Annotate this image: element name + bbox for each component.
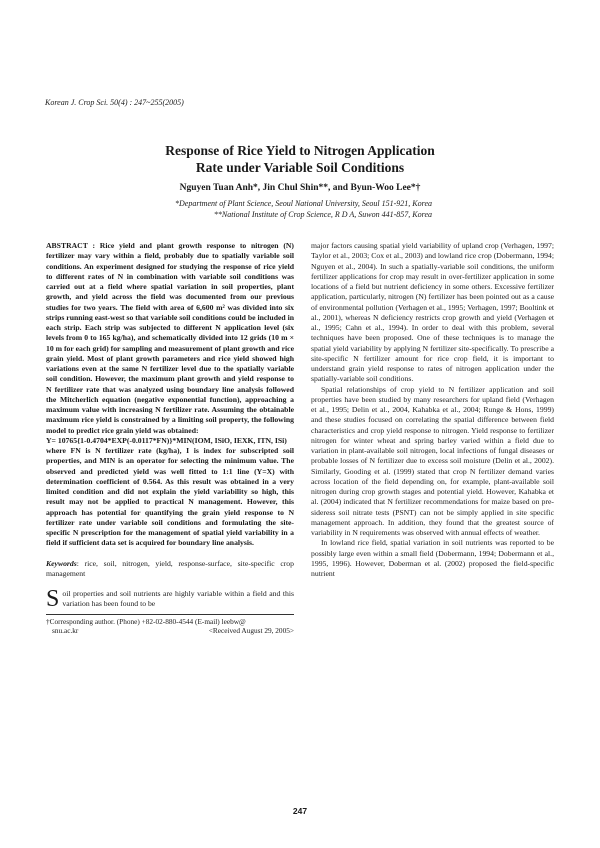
abstract [46, 241, 294, 549]
footnote-rule [46, 614, 294, 615]
left-column [46, 241, 294, 636]
abstract-heading: ABSTRACT : [46, 241, 96, 250]
keywords [46, 559, 294, 580]
footnote-line-2 [46, 626, 294, 636]
right-column [311, 241, 554, 579]
footnote-corresponding-author: †Corresponding author. (Phone) +82-02-880-4544 (E-mail) leebw@ [46, 616, 246, 626]
abstract-text-2: where FN is N fertilizer rate (kg/ha), I is index for subscripted soil properties, and MIN is an operator for selecting the minimum value. The observed and predicted yield was well fitted to 1:1 line (Y=X) with determination coefficient of 0.564. As this result was obtained in a very limited condition and did not explain the yield variability so high, this result may not be applied to practical N management. However, this approach has potential for quantifying the grain yield response to N fertilizer rate under variable soil conditions and formulating the site-specific N prescription for the management of spatial yield variability in a field if sufficient data set is acquired for boundary line analysis. [46, 446, 294, 548]
paragraph-1: major factors causing spatial yield variability of upland crop (Verhagen, 1997; Taylor et al., 2003; Cox et al., 2003) and lowland rice crop (Dobermann, 1994; Nguyen et al., 2004). In such a spatially-variable soil conditions, the uniform fertilizer applications for crop may result in over-fertilizer application in some locations of a field but nutrient deficiency in some others. Excessive fertilizer application, particularly, nitrogen (N) fertilizer has been pointed out as a cause of environmental pollution (Verhagen et al., 1995; Verhagen, 1997; Booltink et al., 2001), whereas N deficiency restricts crop growth and yield (Verhagen et al., 1995; Cahn et al., 1994). In order to deal with this problem, several techniques have been proposed. One of these techniques is to manage the spatial yield variability by applying N fertilizer site-specifically. To prescribe a site-specific N fertilizer amount for rice crop field, it is important to understand grain yield response to rates of nitrogen application under the spatially-variable soil conditions. [311, 241, 554, 384]
page-number: 247 [292, 806, 308, 816]
intro-text: oil properties and soil nutrients are highly variable within a field and this variation has been found to be [62, 589, 294, 609]
keywords-heading: Keywords [46, 558, 77, 568]
received-date: <Received August 29, 2005> [208, 626, 294, 635]
yield-formula: Y= 10765{1-0.4704*EXP(-0.0117*FN)}*MIN(IOM, ISiO, IEXK, ITN, ISi) [46, 435, 287, 445]
article-title [60, 142, 540, 176]
paragraph-3: In lowland rice field, spatial variation in soil nutrients was reported to be possibly large even within a small field (Dobermann, 1994; Dobermann et al., 1995, 1996). However, Doberman et al. (2002) proposed the field-specific nutrient [311, 538, 554, 578]
author-list: Nguyen Tuan Anh*, Jin Chul Shin**, and Byun-Woo Lee*† [179, 183, 421, 193]
introduction-start [46, 586, 294, 612]
footnote-email-domain: snu.ac.kr [52, 626, 79, 635]
affiliation-2: **National Institute of Crop Science, R D A, Suwon 441-857, Korea [213, 210, 432, 219]
journal-citation: Korean J. Crop Sci. 50(4) : 247~255(2005) [45, 98, 184, 107]
title-line-2: Rate under Variable Soil Conditions [195, 160, 405, 175]
paragraph-2: Spatial relationships of crop yield to N fertilizer application and soil properties have been studied by many researchers for upland field (Verhagen et al., 1995; Delin et al., 2004, Kahabka et al., 2004; Runge & Hons, 1999) and these studies focused on correlating the spatial difference between field characteristics and crop yield response to nitrogen. Yield response to fertilizer nitrogen for winter wheat and spring barley varied within a field due to variation in plant-available soil nitrogen, local infections of fungal diseases or probable losses of N fertilizer due to excess soil moisture (Delin et al., 2002). Similarly, Gooding et al. (1999) stated that crop N fertilizer demand varies across location of the field depending on, for example, plant-available soil nitrogen during crop growth stages and potential yield. However, Kahabka et al. (2004) indicated that N fertilizer recommendations for maize based on pre-sideress soil nitrate tests (PSNT) can not be simply applied in site specific management approach. In addition, they found that the greatest source of variability in N requirements was observed with annual effects of weather. [311, 384, 554, 537]
keywords-text: : rice, soil, nitrogen, yield, response-surface, site-specific crop management [46, 558, 294, 578]
drop-cap: S [46, 586, 60, 612]
title-line-1: Response of Rice Yield to Nitrogen Application [165, 143, 435, 158]
abstract-text: Rice yield and plant growth response to nitrogen (N) fertilizer may vary within a field, probably due to spatially variable soil conditions. An experiment designed for studying the response of rice yield to different rates of N in combination with variable soil conditions was carried out at a field where spatial variation in soil properties, plant growth, and yield across the field was documented from our previous studies for two years. The field with area of 6,600 m² was divided into six strips running east-west so that variable soil conditions could be included in each strip. Each strip was subjected to different N application level (six levels from 0 to 165 kg/ha), and schematically divided into 12 grids (10 m × 10 m for each grid) for sampling and measurement of plant growth and rice grain yield. Most of plant growth parameters and rice yield showed high variations even at the same N fertilizer level due to the spatially variable soil condition. However, the maximum plant growth and yield response to N fertilizer rate that was analyzed using boundary line analysis followed the Mitcherlich equation (negative exponential function), approaching a maximum value with increasing N fertilizer rate. Assuming the obtainable maximum rice yield is constrained by a limiting soil property, the following model to predict rice grain yield was obtained: [46, 241, 294, 435]
affiliation-1: *Department of Plant Science, Seoul National University, Seoul 151-921, Korea [175, 199, 432, 208]
